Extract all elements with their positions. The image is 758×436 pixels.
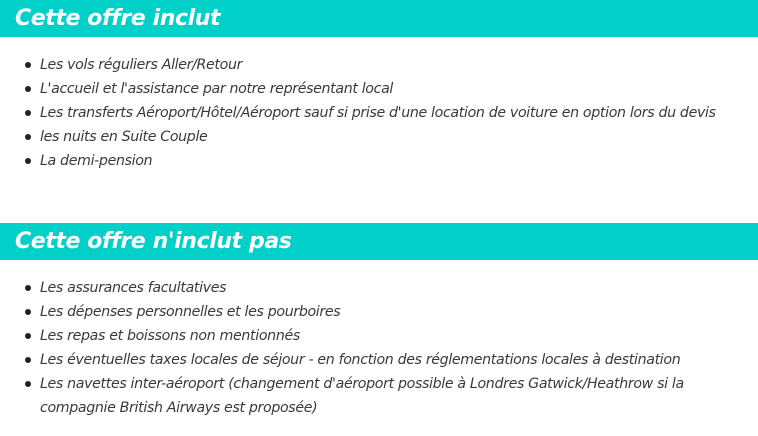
bullet-icon: [25, 309, 31, 315]
included-item: [0, 125, 758, 149]
included-section-header: [0, 0, 758, 37]
included-item-text: La demi-pension: [40, 153, 153, 169]
bullet-icon: [25, 110, 31, 116]
included-item: [0, 77, 758, 101]
excluded-section-header: [0, 223, 758, 260]
included-item: [0, 53, 758, 77]
excluded-item: [0, 372, 758, 420]
included-item: [0, 101, 758, 125]
excluded-item: [0, 348, 758, 372]
excluded-item-text: Les assurances facultatives: [40, 280, 227, 296]
included-item-text: L'accueil et l'assistance par notre représentant local: [40, 81, 394, 97]
included-item-text: Les transferts Aéroport/Hôtel/Aéroport sauf si prise d'une location de voiture en option lors du devis: [40, 105, 716, 121]
excluded-item-text: Les éventuelles taxes locales de séjour - en fonction des réglementations locales à destination: [40, 352, 681, 368]
excluded-list: [0, 276, 758, 420]
excluded-item-text: Les repas et boissons non mentionnés: [40, 328, 300, 344]
included-list: [0, 53, 758, 173]
included-item: [0, 149, 758, 173]
included-item-text: Les vols réguliers Aller/Retour: [40, 57, 243, 73]
bullet-icon: [25, 285, 31, 291]
bullet-icon: [25, 158, 31, 164]
included-section-title: Cette offre inclut: [15, 5, 221, 31]
bullet-icon: [25, 134, 31, 140]
bullet-icon: [25, 333, 31, 339]
excluded-section-title: Cette offre n'inclut pas: [15, 228, 292, 254]
excluded-item-text: Les navettes inter-aéroport (changement d'aéroport possible à Londres Gatwick/Heathrow si la compagnie British Airways est proposée): [40, 376, 684, 416]
bullet-icon: [25, 62, 31, 68]
excluded-item: [0, 276, 758, 300]
bullet-icon: [25, 86, 31, 92]
excluded-item-text: Les dépenses personnelles et les pourboires: [40, 304, 341, 320]
included-item-text: les nuits en Suite Couple: [40, 129, 208, 145]
bullet-icon: [25, 357, 31, 363]
excluded-item: [0, 324, 758, 348]
bullet-icon: [25, 381, 31, 387]
excluded-item: [0, 300, 758, 324]
